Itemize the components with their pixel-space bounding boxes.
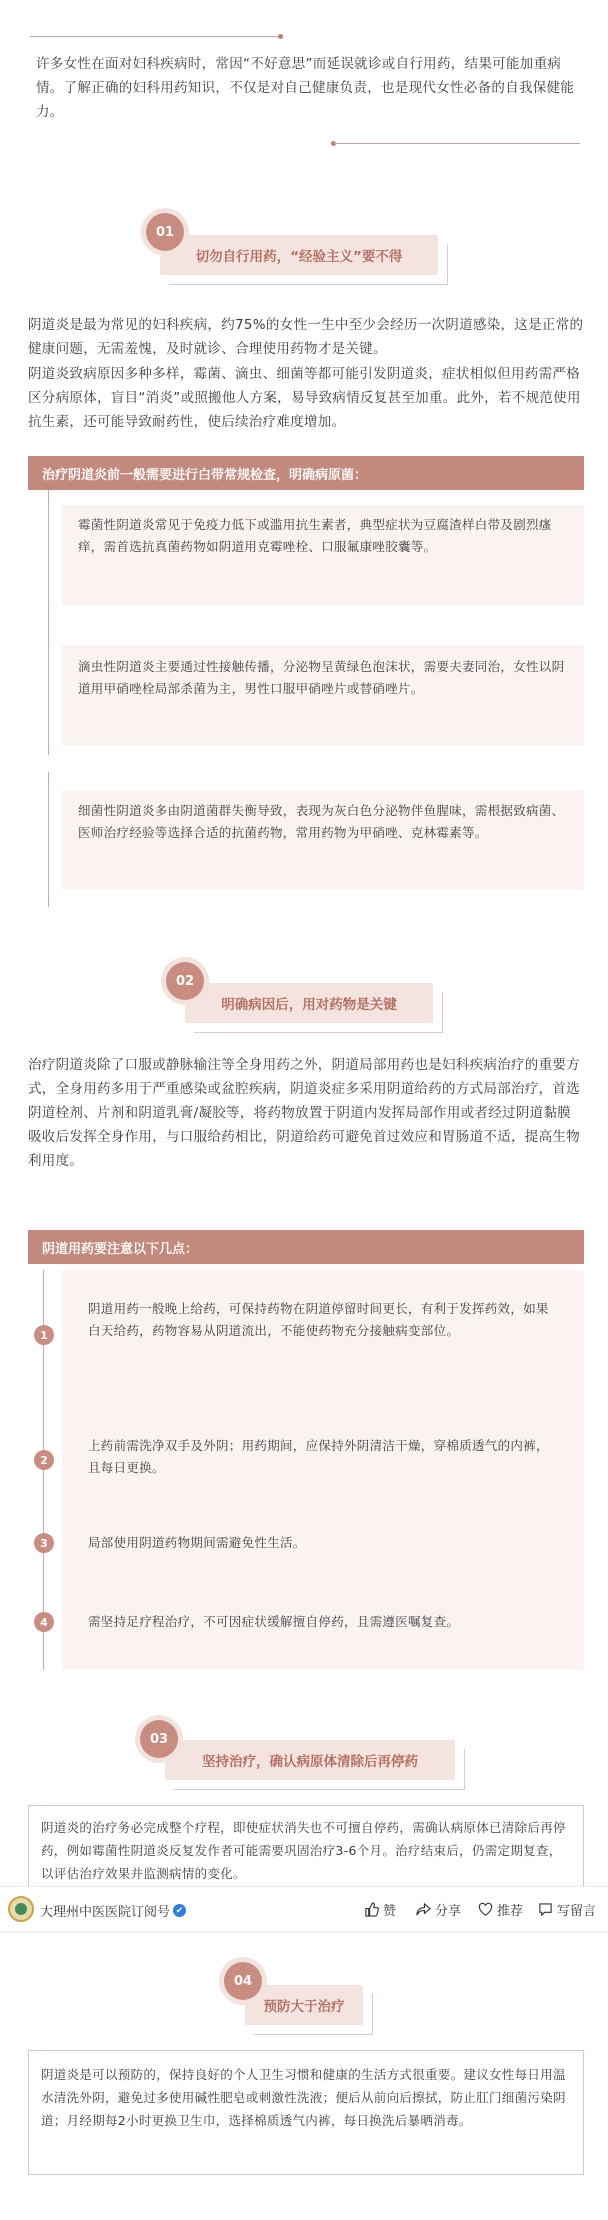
intro-top-rule [30,36,280,37]
list-number-3: 3 [34,1533,54,1553]
comment-label[interactable]: 写留言 [557,1904,597,1919]
section-2-title: 明确病因后，用对药物是关键 [221,997,397,1013]
section-1-card-line-1 [48,490,49,625]
comment-icon [538,1902,553,1917]
list-item-4-text: 需坚持足疗程治疗，不可因症状缓解擅自停药，且需遵医嘱复查。 [88,1614,460,1629]
share-label[interactable]: 分享 [435,1904,462,1919]
section-3-badge: 03 [140,1720,178,1758]
section-2-highlight-text: 阴道用药要注意以下几点： [42,1241,199,1257]
article-action-bar [0,1886,608,1932]
thumbs-up-icon [364,1902,379,1917]
account-name[interactable]: 大理州中医医院订阅号 [40,1905,171,1920]
list-number-4: 4 [34,1612,54,1632]
section-1-badge: 01 [146,213,184,251]
like-label[interactable]: 赞 [383,1904,397,1919]
intro-bottom-rule [334,143,580,144]
account-avatar[interactable] [8,1896,34,1922]
verified-icon [173,1904,186,1917]
like-button[interactable] [364,1900,396,1919]
section-1-card-line-3 [48,772,49,907]
section-4-frame [28,2050,584,2175]
intro-top-dot [278,34,283,39]
section-1-highlight-bar [28,456,584,490]
intro-paragraph: 许多女性在面对妇科疾病时，常因“不好意思”而延误就诊或自行用药，结果可能加重病情。了解正确的妇科用药知识，不仅是对自己健康负责，也是现代女性必备的自我保健能力。 [36,56,575,120]
section-4-badge: 04 [224,1962,262,2000]
section-1-card-1-text: 霉菌性阴道炎常见于免疫力低下或滥用抗生素者，典型症状为豆腐渣样白带及剧烈瘙痒，需首选抗真菌药物如阴道用克霉唑栓、口服氟康唑胶囊等。 [78,517,552,554]
section-1-title: 切勿自行用药，“经验主义”要不得 [195,249,403,265]
section-3-title: 坚持治疗，确认病原体清除后再停药 [202,1754,418,1770]
comment-button[interactable] [538,1900,596,1919]
section-1-card-2-text: 滴虫性阴道炎主要通过性接触传播，分泌物呈黄绿色泡沫状，需要夫妻同治，女性以阴道用甲硝唑栓局部杀菌为主，男性口服甲硝唑片或替硝唑片。 [78,659,565,696]
section-1-paragraph-2: 阴道炎致病原因多种多样，霉菌、滴虫、细菌等都可能引发阴道炎，症状相似但用药需严格区分病原体，盲目“消炎”或照搬他人方案，易导致病情反复甚至加重。此外，若不规范使用抗生素，还可能导致耐药性，使后续治疗难度增加。 [28,366,581,430]
section-1-card-line-2 [48,625,49,755]
section-4-title: 预防大于治疗 [263,1999,345,2015]
recommend-label[interactable]: 推荐 [497,1904,524,1919]
recommend-button[interactable] [478,1900,523,1919]
list-item-1-text: 阴道用药一般晚上给药，可保持药物在阴道停留时间更长，有利于发挥药效，如果白天给药，药物容易从阴道流出，不能使药物充分接触病变部位。 [88,1301,549,1338]
section-1-card-3-text: 细菌性阴道炎多由阴道菌群失衡导致，表现为灰白色分泌物伴鱼腥味，需根据致病菌、医师治疗经验等选择合适的抗菌药物，常用药物为甲硝唑、克林霉素等。 [78,803,565,840]
list-item-3-text: 局部使用阴道药物期间需避免性生活。 [88,1535,306,1550]
section-3-frame [28,1805,584,1890]
list-item-2-text: 上药前需洗净双手及外阴；用药期间，应保持外阴清洁干燥，穿棉质透气的内裤，且每日更换。 [88,1438,549,1475]
section-1-paragraph-1: 阴道炎是最为常见的妇科疾病，约75%的女性一生中至少会经历一次阴道感染，这是正常的健康问题，无需羞愧，及时就诊、合理使用药物才是关键。 [28,317,584,357]
verified-mark: ✔ [175,1905,184,1916]
list-number-1: 1 [34,1325,54,1345]
share-button[interactable] [416,1900,461,1919]
section-3-paragraph: 阴道炎的治疗务必完成整个疗程，即使症状消失也不可擅自停药，需确认病原体已清除后再停药，例如霉菌性阴道炎反复发作者可能需要巩固治疗3-6个月。治疗结束后，仍需定期复查，以评估治疗效果并监测病情的变化。 [41,1820,566,1881]
section-4-title-pill [245,1985,363,2025]
section-1-highlight-text: 治疗阴道炎前一般需要进行白带常规检查，明确病原菌： [42,467,368,483]
account-name-group[interactable] [40,1901,186,1920]
share-icon [416,1902,431,1917]
section-2-badge: 02 [166,962,204,1000]
section-2-paragraph: 治疗阴道炎除了口服或静脉输注等全身用药之外，阴道局部用药也是妇科疾病治疗的重要方式，全身用药多用于严重感染或盆腔疾病，阴道炎症多采用阴道给药的方式局部治疗，首选阴道栓剂、片剂和阴道乳膏/凝胶等，将药物放置于阴道内发挥局部作用或者经过阴道黏膜吸收后发挥全身作用，与口服给药相比，阴道给药可避免首过效应和胃肠道不适，提高生物利用度。 [28,1057,580,1169]
section-4-paragraph: 阴道炎是可以预防的，保持良好的个人卫生习惯和健康的生活方式很重要。建议女性每日用温水清洗外阴，避免过多使用碱性肥皂或刺激性洗液；便后从前向后擦拭，防止肛门细菌污染阴道；月经期每2小时更换卫生巾，选择棉质透气内裤，每日换洗后暴晒消毒。 [41,2067,566,2128]
section-2-title-pill [185,983,433,1023]
section-2-highlight-bar [28,1230,584,1264]
section-1-title-pill [160,235,438,275]
list-number-2: 2 [34,1450,54,1470]
heart-icon [478,1902,493,1917]
section-3-title-pill [165,1740,455,1780]
